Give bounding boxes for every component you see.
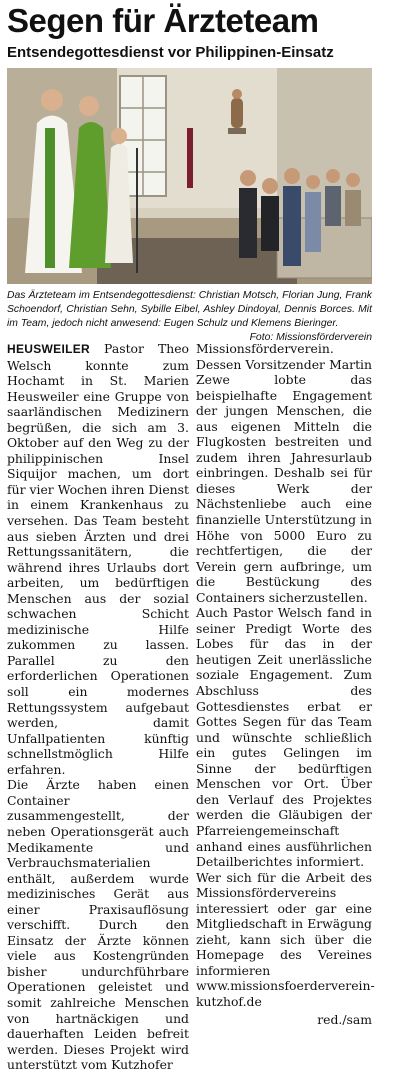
article-body xyxy=(6,341,397,1073)
paragraph: Auch Pastor Welsch fand in seiner Predigt Worte des Lobes für das in der heutigen Zeit unerlässliche soziale Engagement. Zum Abschluss des Gottesdienstes erbat er Gottes Segen für das Team und wünschte schließlich ein gutes Gelingen im Sinne der bedürftigen Menschen vor Ort. Über den Verlauf des Projektes werden die Gläubigen der Pfarreiengemeinschaft anhand eines ausführlichen Detailberichtes informiert. xyxy=(196,605,372,870)
paragraph: Missionsförderverein. Dessen Vorsitzender Martin Zewe lobte das beispielhafte Engagement der jungen Menschen, die aus eigenen Mitteln die Flugkosten bestreiten und zudem ihren Jahresurlaub einbringen. Deshalb sei für dieses Werk der Nächstenliebe auch eine finanzielle Unterstützung in Höhe von 5000 Euro zu rechtfertigen, die der Verein gern aufbringe, um die Bestückung des Containers sicherzustellen. xyxy=(196,341,372,605)
article-photo xyxy=(7,68,372,284)
paragraph-text: Pastor Theo Welsch konnte zum Hochamt in St. Marien Heusweiler eine Gruppe von saarländischen Medizinern begrüßen, die sich am 3. Oktober auf den Weg zu der philippinischen Insel Siquijor machen, um dort für vier Wochen ihren Dienst in einem Krankenhaus zu versehen. Das Team besteht aus sieben Ärzten und drei Rettungssanitätern, die während ihres Urlaubs dort arbeiten, um bedürftigen Menschen aus der sozial schwachen Schicht medizinische Hilfe zukommen zu lassen. Parallel zu den erforderlichen Operationen soll ein modernes Rettungssystem aufgebaut werden, damit Unfallpatienten künftig schnellstmöglich Hilfe erfahren. xyxy=(7,341,189,777)
body-column-left xyxy=(7,341,189,1073)
caption-text: Das Ärzteteam im Entsendegottesdienst: Christian Motsch, Florian Jung, Frank Schoendorf, Christian Sehn, Sybille Eibel, Ashley Dindoyal, Dennis Borces. Mit im Team, jedoch nicht anwesend: Eugen Schulz und Klemens Bieringer. xyxy=(7,290,372,329)
paragraph xyxy=(7,341,189,777)
photo-credit: Foto: Missionsförderverein xyxy=(249,332,372,343)
dateline: HEUSWEILER xyxy=(7,342,91,356)
article-subheadline: Entsendegottesdienst vor Philippinen-Einsatz xyxy=(7,44,334,61)
article-headline: Segen für Ärzteteam xyxy=(7,2,319,39)
author-signature: red./sam xyxy=(317,1011,372,1027)
photo-caption xyxy=(7,289,372,343)
church-photo-illustration xyxy=(7,68,372,284)
newspaper-article xyxy=(0,2,403,1073)
body-column-right xyxy=(196,341,375,1027)
paragraph: Die Ärzte haben einen Container zusammengestellt, der neben Operationsgerät auch Medikamente und Verbrauchsmaterialien enthält, außerdem wurde medizinisches Gerät aus einer Praxisauflösung verschifft. Durch den Einsatz der Ärzte können viele aus Kostengründen bisher undurchführbare Operationen geleistet und somit zahlreiche Menschen von hartnäckigen und dauerhaften Leiden befreit werden. Dieses Projekt wird unterstützt vom Kutzhofer xyxy=(7,777,189,1073)
paragraph: Wer sich für die Arbeit des Missionsfördervereins interessiert oder gar eine Mitgliedschaft in Erwägung zieht, kann sich über die Homepage des Vereines informieren www.missionsfoerderverein-kutzhof.de xyxy=(196,869,375,1009)
